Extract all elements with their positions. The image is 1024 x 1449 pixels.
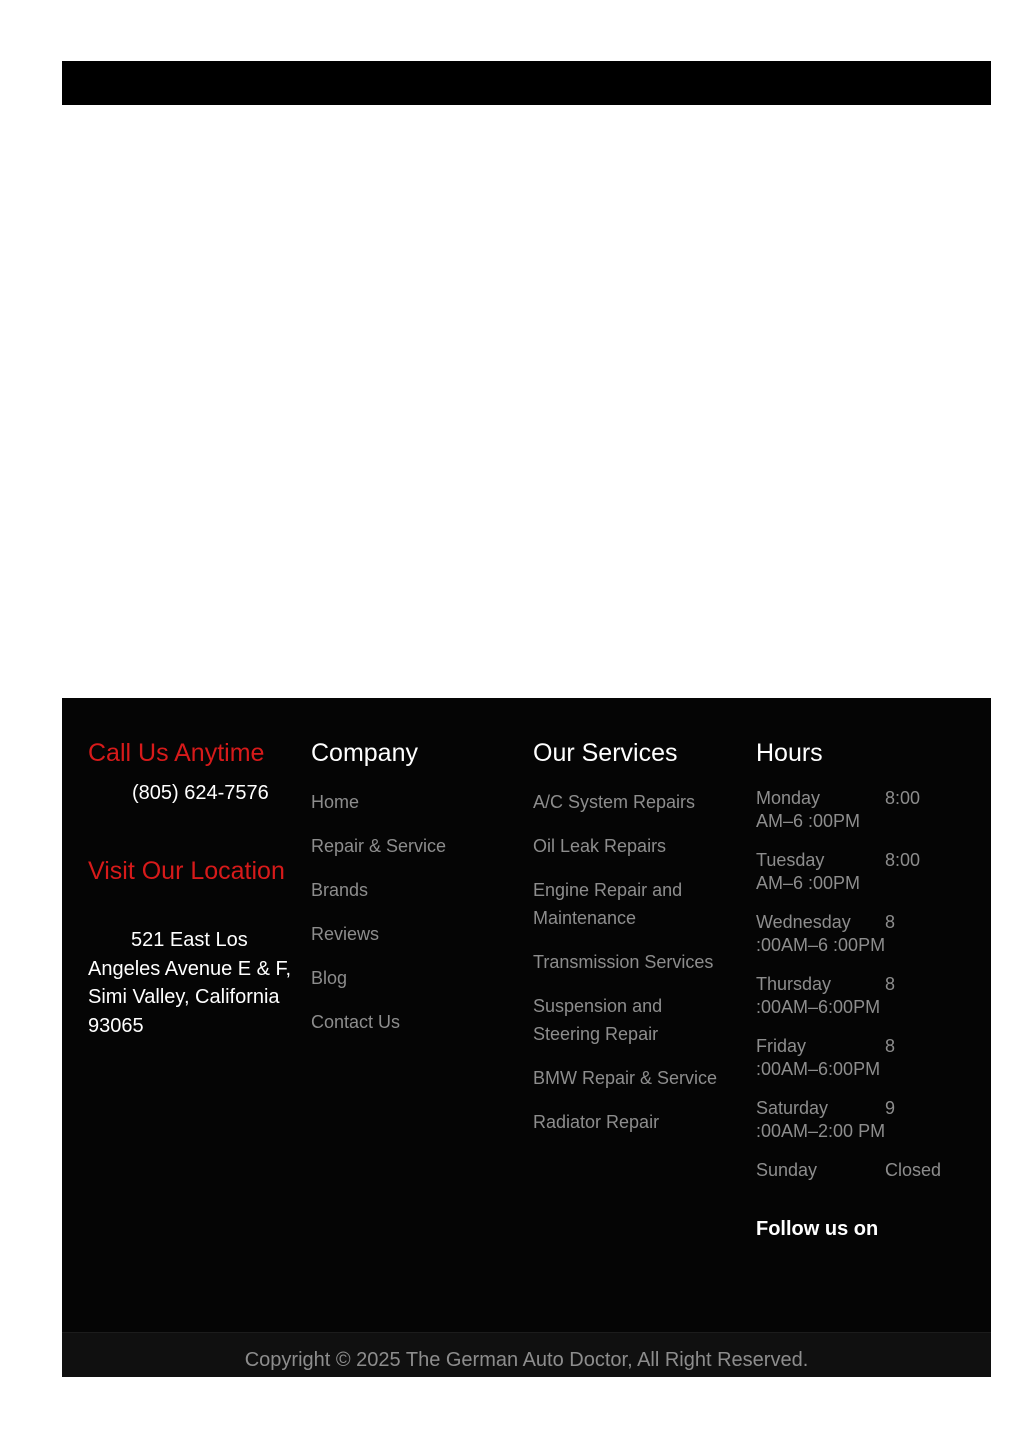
our-services-heading: Our Services bbox=[533, 739, 678, 767]
site-footer bbox=[62, 698, 991, 1376]
service-link-bmw-repair[interactable]: BMW Repair & Service bbox=[533, 1068, 718, 1088]
copyright-bar bbox=[62, 1332, 991, 1377]
footer-link-contact-us[interactable]: Contact Us bbox=[311, 1012, 401, 1032]
top-banner-bar bbox=[62, 61, 991, 105]
service-link-transmission[interactable]: Transmission Services bbox=[533, 952, 714, 972]
hours-time-part2: :00AM–2:00 PM bbox=[756, 1121, 886, 1141]
hours-day: Friday bbox=[756, 1036, 807, 1056]
follow-us-label: Follow us on bbox=[756, 1218, 879, 1240]
copyright-text: Copyright © 2025 The German Auto Doctor, All Right Reserved. bbox=[244, 1349, 809, 1371]
hours-day: Tuesday bbox=[756, 850, 825, 870]
address-text: 521 East Los Angeles Avenue E & F, Simi Valley, California 93065 bbox=[88, 929, 292, 1037]
footer-link-reviews[interactable]: Reviews bbox=[311, 924, 380, 944]
hours-time: Closed bbox=[885, 1160, 942, 1180]
visit-location-heading: Visit Our Location bbox=[88, 857, 285, 885]
service-link-suspension-steering[interactable]: Suspension and Steering Repair bbox=[533, 996, 663, 1044]
service-link-ac-repairs[interactable]: A/C System Repairs bbox=[533, 792, 696, 812]
hours-day: Monday bbox=[756, 788, 821, 808]
hours-day: Wednesday bbox=[756, 912, 851, 932]
hours-day: Thursday bbox=[756, 974, 832, 994]
service-link-radiator[interactable]: Radiator Repair bbox=[533, 1112, 660, 1132]
hours-heading: Hours bbox=[756, 739, 823, 767]
hours-time-part2: :00AM–6:00PM bbox=[756, 997, 881, 1017]
hours-time-part1: 8:00 bbox=[885, 850, 921, 870]
hours-time-part2: :00AM–6 :00PM bbox=[756, 935, 886, 955]
footer-link-brands[interactable]: Brands bbox=[311, 880, 369, 900]
footer-link-blog[interactable]: Blog bbox=[311, 968, 348, 988]
footer-link-repair-service[interactable]: Repair & Service bbox=[311, 836, 447, 856]
company-heading: Company bbox=[311, 739, 418, 767]
phone-link[interactable]: (805) 624-7576 bbox=[132, 782, 269, 804]
hours-day: Saturday bbox=[756, 1098, 829, 1118]
footer-link-home[interactable]: Home bbox=[311, 792, 360, 812]
hours-time-part1: 8 bbox=[885, 912, 896, 932]
hours-time-part2: AM–6 :00PM bbox=[756, 873, 861, 893]
service-link-oil-leak[interactable]: Oil Leak Repairs bbox=[533, 836, 667, 856]
service-link-engine-repair[interactable]: Engine Repair and Maintenance bbox=[533, 880, 683, 928]
hours-time-part1: 8 bbox=[885, 1036, 896, 1056]
hours-time-part1: 8 bbox=[885, 974, 896, 994]
hours-time-part1: 8:00 bbox=[885, 788, 921, 808]
hours-day: Sunday bbox=[756, 1160, 818, 1180]
hours-time-part2: AM–6 :00PM bbox=[756, 811, 861, 831]
hours-time-part1: 9 bbox=[885, 1098, 896, 1118]
hours-time-part2: :00AM–6:00PM bbox=[756, 1059, 881, 1079]
call-us-heading: Call Us Anytime bbox=[88, 739, 265, 767]
